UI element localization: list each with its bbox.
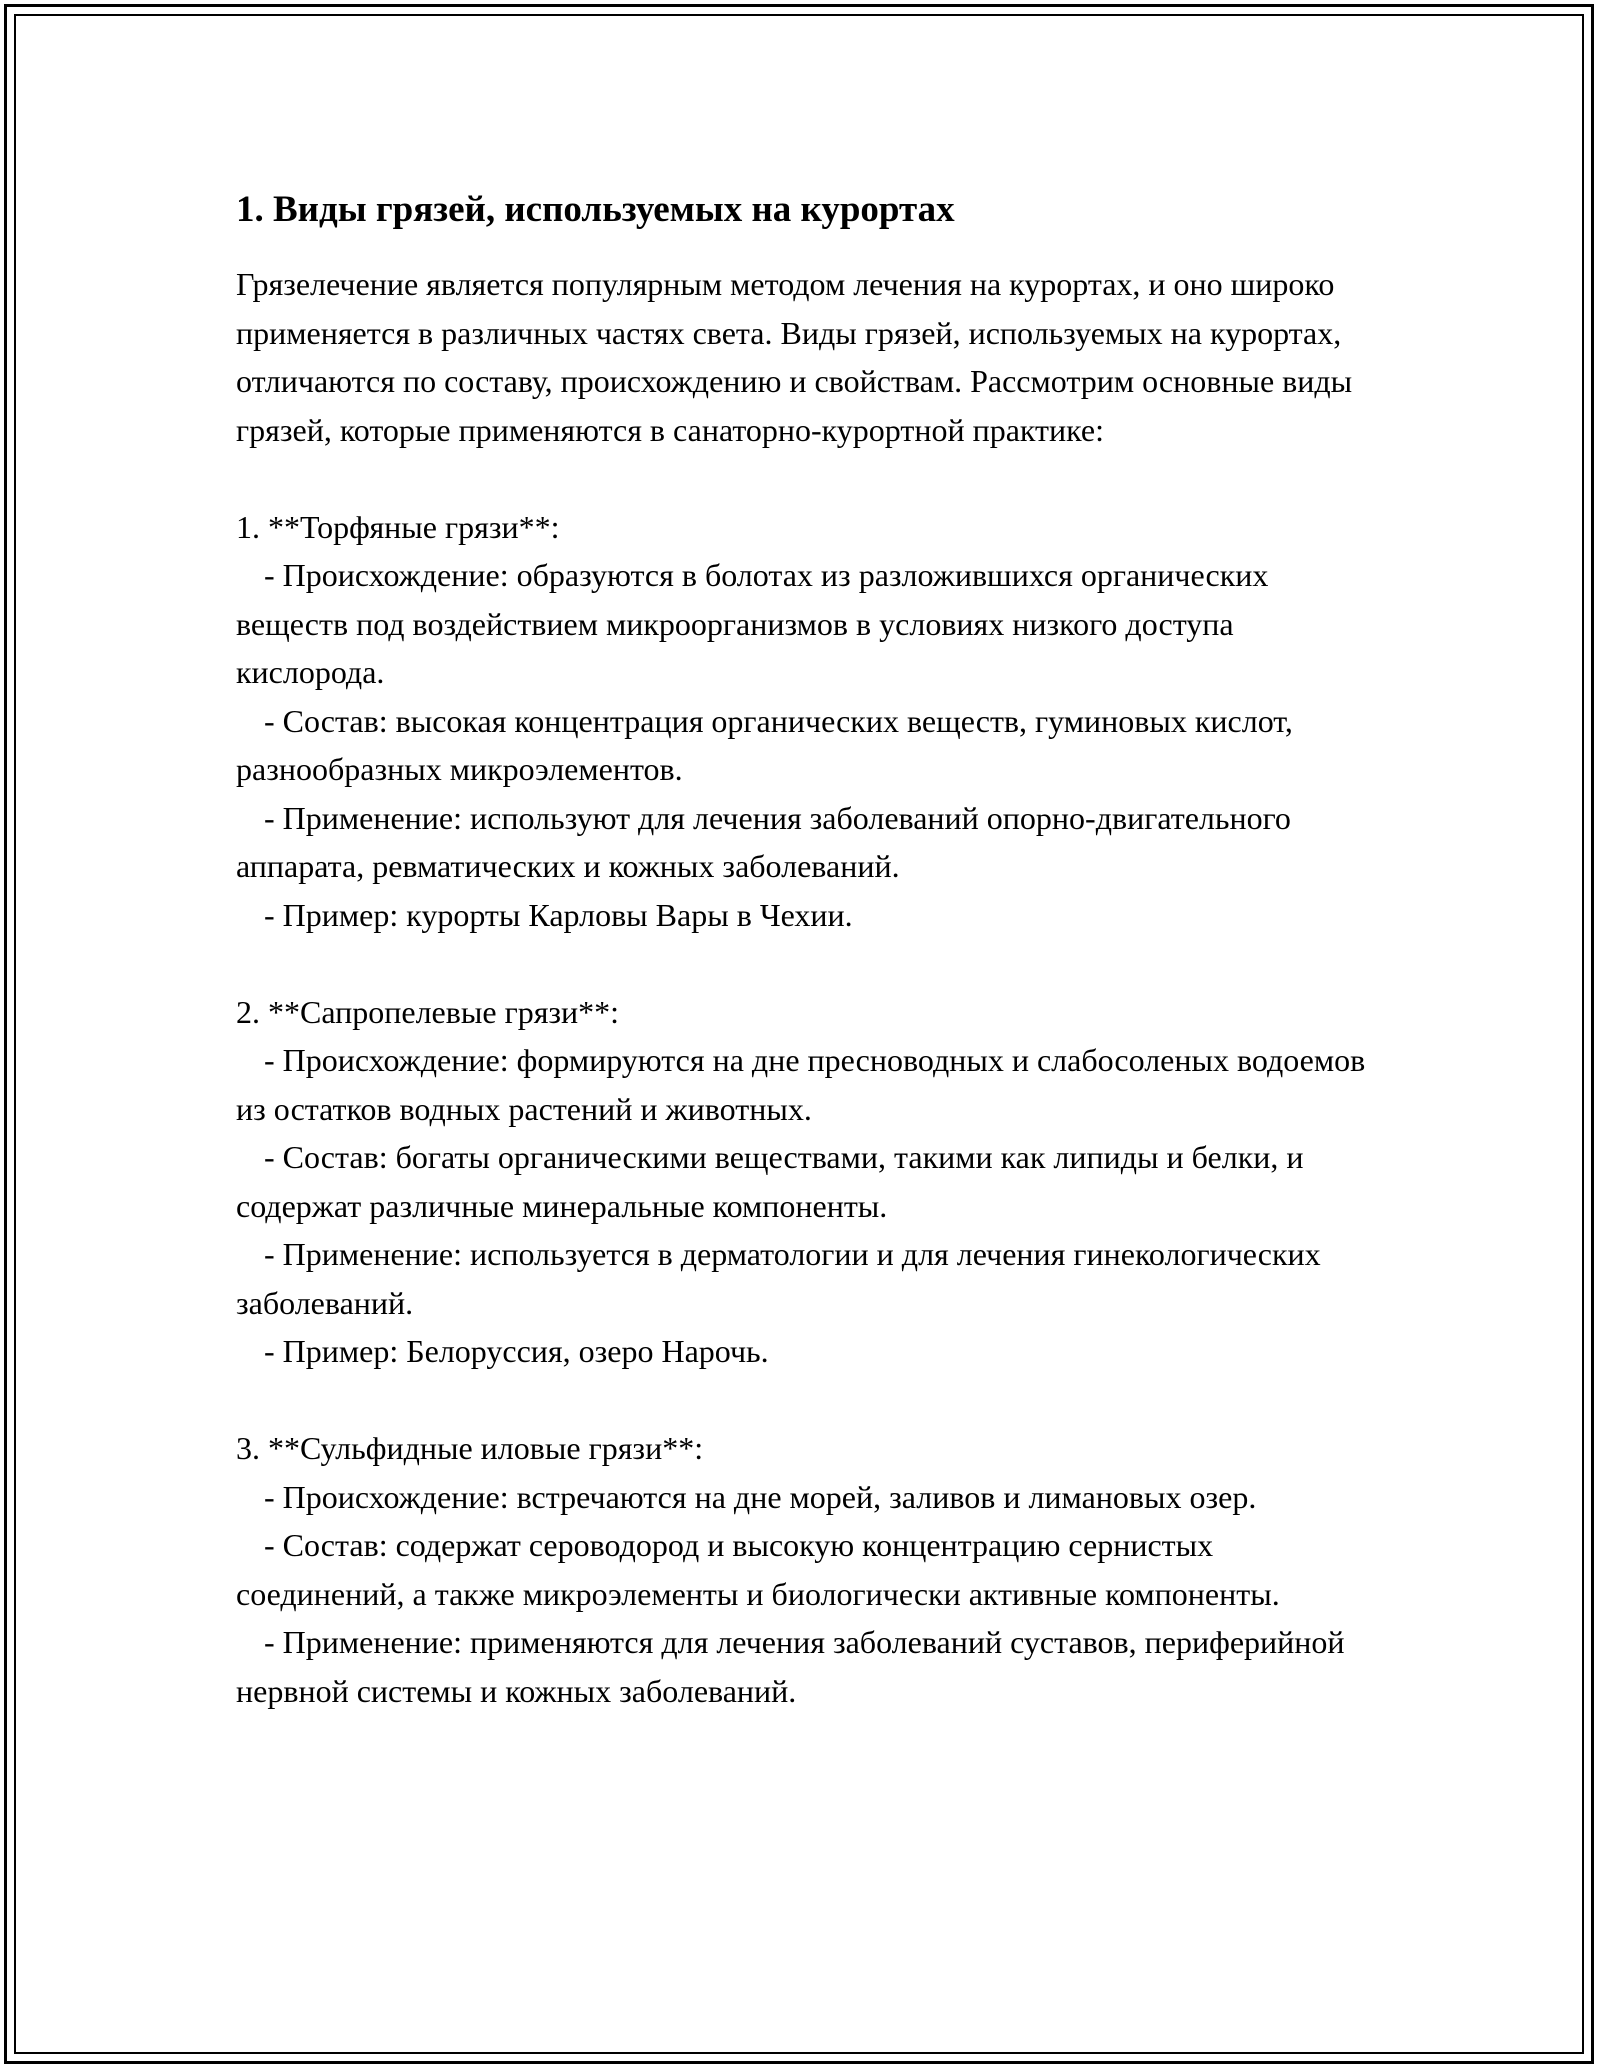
section-line-example: - Пример: Белоруссия, озеро Нарочь. <box>264 1333 769 1369</box>
blank-line <box>236 454 1376 503</box>
section-sulfide-silt-mud <box>236 1424 1376 1715</box>
section-line-application: - Применение: используется в дерматологии и для лечения гинекологических заболеваний. <box>236 1236 1329 1321</box>
section-line-composition: - Состав: богаты органическими веществами, такими как липиды и белки, и содержат различные минеральные компоненты. <box>236 1139 1312 1224</box>
document-title: 1. Виды грязей, используемых на курортах <box>236 189 955 230</box>
section-line-example: - Пример: курорты Карловы Вары в Чехии. <box>264 896 853 933</box>
section-peat-mud <box>236 503 1376 940</box>
section-line-application: - Применение: применяются для лечения заболеваний суставов, периферийной нервной системы и кожных заболеваний. <box>236 1624 1353 1709</box>
section-line-composition: - Состав: содержат сероводород и высокую концентрацию сернистых соединений, а также микроэлементы и биологически активные компоненты. <box>236 1527 1280 1612</box>
section-line-origin: - Происхождение: встречаются на дне морей, заливов и лимановых озер. <box>264 1478 1257 1515</box>
section-line-origin: - Происхождение: образуются в болотах из разложившихся органических веществ под воздействием микроорганизмов в условиях низкого доступа кислорода. <box>236 557 1277 690</box>
section-line-origin: - Происхождение: формируются на дне пресноводных и слабосоленых водоемов из остатков водных растений и животных. <box>236 1042 1374 1127</box>
blank-line <box>236 1376 1376 1425</box>
blank-line <box>236 939 1376 988</box>
document-body <box>236 186 1376 1715</box>
section-line-composition: - Состав: высокая концентрация органических веществ, гуминовых кислот, разнообразных микроэлементов. <box>236 702 1301 787</box>
section-sapropel-mud <box>236 988 1376 1376</box>
section-heading: 3. **Сульфидные иловые грязи**: <box>236 1430 704 1466</box>
section-heading: 2. **Сапропелевые грязи**: <box>236 993 620 1030</box>
section-heading: 1. **Торфяные грязи**: <box>236 508 560 545</box>
section-line-application: - Применение: используют для лечения заболеваний опорно-двигательного аппарата, ревматических и кожных заболеваний. <box>236 799 1299 884</box>
intro-paragraph: Грязелечение является популярным методом лечения на курортах, и оно широко применяется в различных частях света. Виды грязей, используемых на курортах, отличаются по составу, происхождению и свойствам. Рассмотрим основные виды грязей, которые применяются в санаторно-курортной практике: <box>236 266 1361 448</box>
